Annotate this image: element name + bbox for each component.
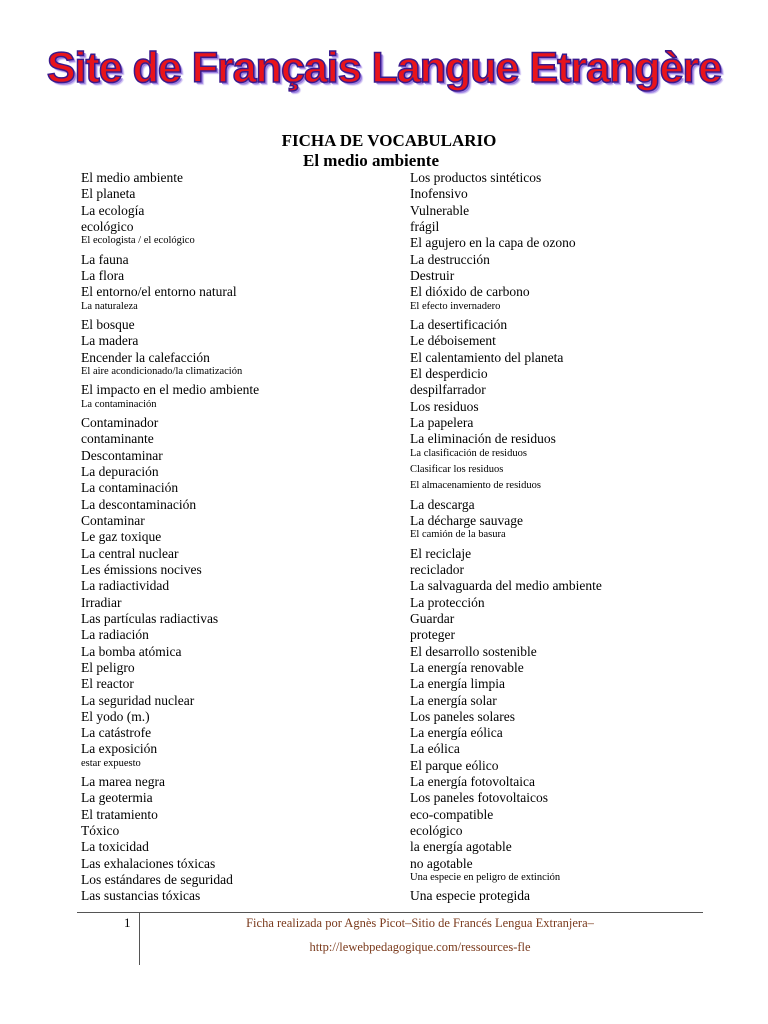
vocabulary-item: Les émissions nocives: [81, 561, 202, 577]
vocabulary-item: La catástrofe: [81, 725, 152, 741]
vocabulary-item: ecológico: [410, 823, 463, 839]
vocabulary-item: La energía eólica: [410, 725, 503, 741]
vocabulary-item: reciclador: [410, 561, 464, 577]
site-banner-title: Site de Français Langue Etrangère: [46, 44, 722, 92]
vocabulary-item: Le déboisement: [410, 333, 496, 349]
vocabulary-item: contaminante: [81, 431, 154, 447]
vocabulary-item: La desertificación: [410, 316, 508, 332]
vocabulary-item: La protección: [410, 594, 485, 610]
vocabulary-item: El desperdicio: [410, 365, 488, 381]
page-heading: FICHA DE VOCABULARIO: [281, 131, 497, 150]
vocabulary-item: ecológico: [81, 218, 134, 234]
vocabulary-item: Las partículas radiactivas: [81, 610, 219, 626]
vocabulary-item: Guardar: [410, 610, 455, 626]
vocabulary-item: Una especie en peligro de extinción: [410, 872, 561, 884]
vocabulary-item: Las exhalaciones tóxicas: [81, 855, 216, 871]
vocabulary-item: La radiactividad: [81, 578, 170, 594]
vocabulary-item: El yodo (m.): [81, 708, 150, 724]
vocabulary-item: Irradiar: [81, 594, 122, 610]
vocabulary-item: La radiación: [81, 627, 149, 643]
vocabulary-left-column: [81, 170, 401, 905]
vocabulary-item: El aire acondicionado/la climatización: [81, 365, 243, 377]
vocabulary-item: La energía renovable: [410, 659, 524, 675]
vocabulary-item: La exposición: [81, 741, 158, 757]
vocabulary-item: estar expuesto: [81, 757, 141, 769]
vocabulary-item: Contaminar: [81, 512, 145, 528]
vocabulary-item: Clasificar los residuos: [410, 463, 504, 475]
vocabulary-item: La descontaminación: [81, 496, 197, 512]
footer-divider: [77, 912, 703, 913]
footer-credit: Ficha realizada por Agnès Picot–Sitio de Francés Lengua Extranjera–: [246, 916, 594, 930]
vocabulary-item: La destrucción: [410, 251, 490, 267]
page-subheading: El medio ambiente: [303, 151, 439, 170]
vocabulary-item: El reciclaje: [410, 545, 472, 561]
vocabulary-item: El planeta: [81, 186, 136, 202]
vocabulary-item: Las sustancias tóxicas: [81, 888, 201, 904]
vocabulary-item: Los productos sintéticos: [410, 170, 542, 185]
vocabulary-item: El efecto invernadero: [410, 300, 501, 312]
vocabulary-item: El bosque: [81, 316, 135, 332]
vocabulary-item: La central nuclear: [81, 545, 179, 561]
vocabulary-item: Destruir: [410, 267, 455, 283]
vocabulary-item: Los paneles fotovoltaicos: [410, 790, 548, 806]
vocabulary-item: despilfarrador: [410, 382, 486, 398]
vocabulary-item: Los paneles solares: [410, 708, 515, 724]
vocabulary-item: La depuración: [81, 463, 159, 479]
vocabulary-item: La energía fotovoltaica: [410, 774, 535, 790]
vocabulary-item: Una especie protegida: [410, 888, 530, 904]
vocabulary-item: La descarga: [410, 496, 475, 512]
vocabulary-item: Los estándares de seguridad: [81, 872, 233, 888]
vocabulary-item: eco-compatible: [410, 806, 494, 822]
vocabulary-item: El agujero en la capa de ozono: [410, 235, 576, 251]
vocabulary-item: El impacto en el medio ambiente: [81, 382, 260, 398]
vocabulary-item: El ecologista / el ecológico: [81, 235, 195, 247]
vocabulary-item: Contaminador: [81, 414, 159, 430]
vocabulary-item: La geotermia: [81, 790, 153, 806]
vocabulary-item: Inofensivo: [410, 186, 468, 202]
vocabulary-item: no agotable: [410, 855, 473, 871]
vocabulary-item: Vulnerable: [410, 202, 470, 218]
vocabulary-item: La energía limpia: [410, 676, 505, 692]
vocabulary-item: Le gaz toxique: [81, 529, 162, 545]
vocabulary-item: La papelera: [410, 414, 474, 430]
vocabulary-item: Encender la calefacción: [81, 349, 210, 365]
vocabulary-item: Los residuos: [410, 398, 479, 414]
vocabulary-item: El almacenamiento de residuos: [410, 480, 541, 492]
vocabulary-item: Descontaminar: [81, 447, 163, 463]
vocabulary-item: El parque eólico: [410, 757, 499, 773]
page-number: 1: [124, 915, 131, 930]
vocabulary-item: La contaminación: [81, 398, 157, 410]
vocabulary-item: El medio ambiente: [81, 170, 183, 185]
vocabulary-item: El desarrollo sostenible: [410, 643, 537, 659]
vocabulary-item: La naturaleza: [81, 300, 138, 312]
vocabulary-item: El peligro: [81, 659, 135, 675]
vocabulary-item: proteger: [410, 627, 455, 643]
vocabulary-item: La marea negra: [81, 774, 165, 790]
vocabulary-item: El tratamiento: [81, 806, 158, 822]
vocabulary-item: Tóxico: [81, 823, 120, 839]
vocabulary-item: La toxicidad: [81, 839, 149, 855]
vocabulary-item: La salvaguarda del medio ambiente: [410, 578, 602, 594]
vocabulary-item: La madera: [81, 333, 139, 349]
vocabulary-right-column: [410, 170, 750, 905]
vocabulary-item: La décharge sauvage: [410, 512, 523, 528]
vocabulary-item: La bomba atómica: [81, 643, 182, 659]
vocabulary-item: El entorno/el entorno natural: [81, 284, 237, 300]
vocabulary-item: La eólica: [410, 741, 460, 757]
vocabulary-item: La ecología: [81, 202, 145, 218]
vocabulary-item: La energía solar: [410, 692, 497, 708]
vocabulary-item: La flora: [81, 267, 125, 283]
vocabulary-item: El dióxido de carbono: [410, 284, 530, 300]
vocabulary-item: la energía agotable: [410, 839, 512, 855]
vocabulary-item: La contaminación: [81, 480, 179, 496]
vocabulary-item: El calentamiento del planeta: [410, 349, 564, 365]
vocabulary-item: El camión de la basura: [410, 529, 506, 541]
footer-url-link[interactable]: http://lewebpedagogique.com/ressources-fle: [309, 940, 531, 954]
vocabulary-item: frágil: [410, 218, 440, 234]
vocabulary-item: La seguridad nuclear: [81, 692, 195, 708]
vocabulary-item: La eliminación de residuos: [410, 431, 556, 447]
vocabulary-item: El reactor: [81, 676, 134, 692]
vocabulary-item: La clasificación de residuos: [410, 447, 527, 459]
vocabulary-item: La fauna: [81, 251, 129, 267]
